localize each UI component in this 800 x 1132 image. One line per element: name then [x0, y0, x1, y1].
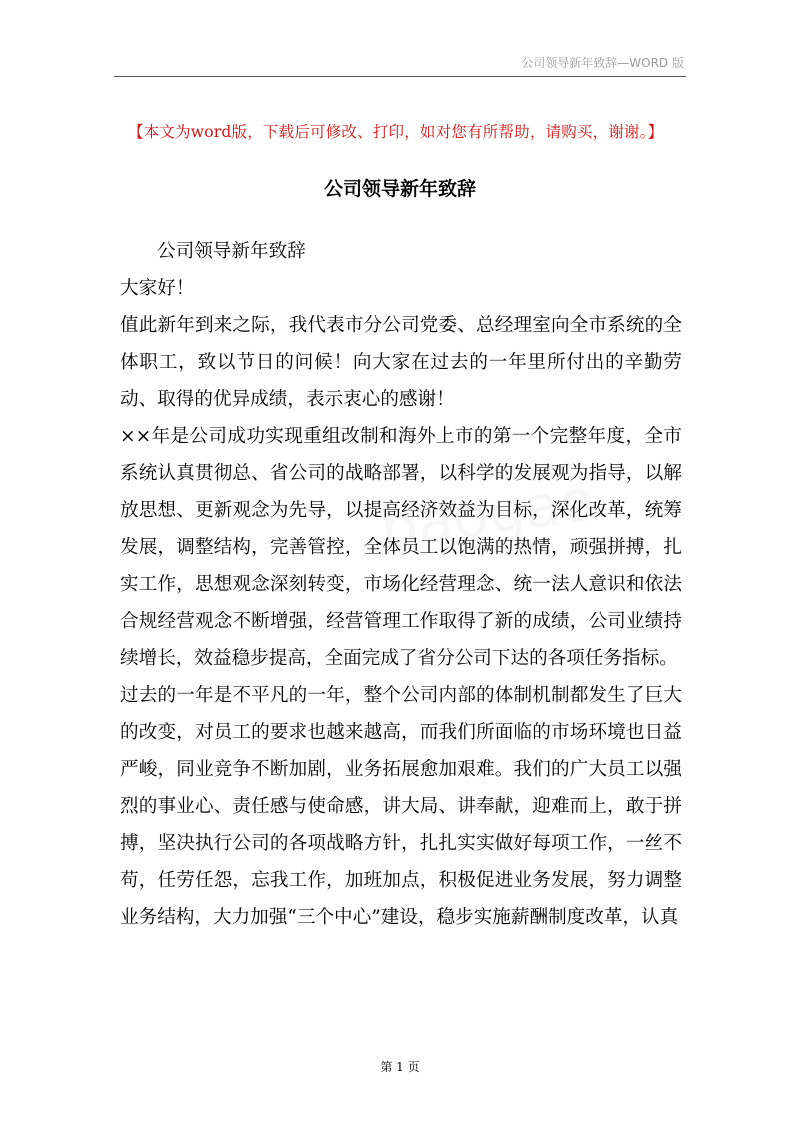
body-paragraph-3: 过去的一年是不平凡的一年，整个公司内部的体制机制都发生了巨大的改变，对员工的要求也越来越高，而我们所面临的市场环境也日益严峻，同业竞争不断加剧，业务拓展愈加艰难。我们的广大员工以强烈的事业心、责任感与使命感，讲大局、讲奉献，迎难而上，敢于拼搏，坚决执行公司的各项战略方针，扎扎实实做好每项工作，一丝不苟，任劳任怨，忘我工作，加班加点，积极促进业务发展，努力调整业务结构，大力加强“三个中心”建设，稳步实施薪酬制度改革，认真	[120, 685, 682, 928]
greeting-paragraph: 大家好！	[120, 278, 195, 299]
body-paragraph-1: 值此新年到来之际，我代表市分公司党委、总经理室向全市系统的全体职工，致以节日的问候！向大家在过去的一年里所付出的辛勤劳动、取得的优异成绩，表示衷心的感谢！	[120, 315, 682, 410]
purchase-notice: 【本文为word版，下载后可修改、打印，如对您有所帮助，请购买，谢谢。】	[128, 123, 664, 141]
body-subtitle: 公司领导新年致辞	[157, 241, 306, 262]
running-header: 公司领导新年致辞—WORD 版	[521, 56, 684, 70]
page-number: 第 1 页	[380, 1060, 420, 1074]
header-divider	[114, 76, 686, 77]
document-body	[120, 233, 682, 936]
body-paragraph-2: ××年是公司成功实现重组改制和海外上市的第一个完整年度，全市系统认真贯彻总、省公司的战略部署，以科学的发展观为指导，以解放思想、更新观念为先导，以提高经济效益为目标，深化改革，统筹发展，调整结构，完善管控，全体员工以饱满的热情，顽强拼搏，扎实工作，思想观念深刻转变，市场化经营理念、统一法人意识和依法合规经营观念不断增强，经营管理工作取得了新的成绩，公司业绩持续增长，效益稳步提高，全面完成了省分公司下达的各项任务指标。	[120, 426, 682, 669]
document-title: 公司领导新年致辞	[323, 178, 476, 200]
